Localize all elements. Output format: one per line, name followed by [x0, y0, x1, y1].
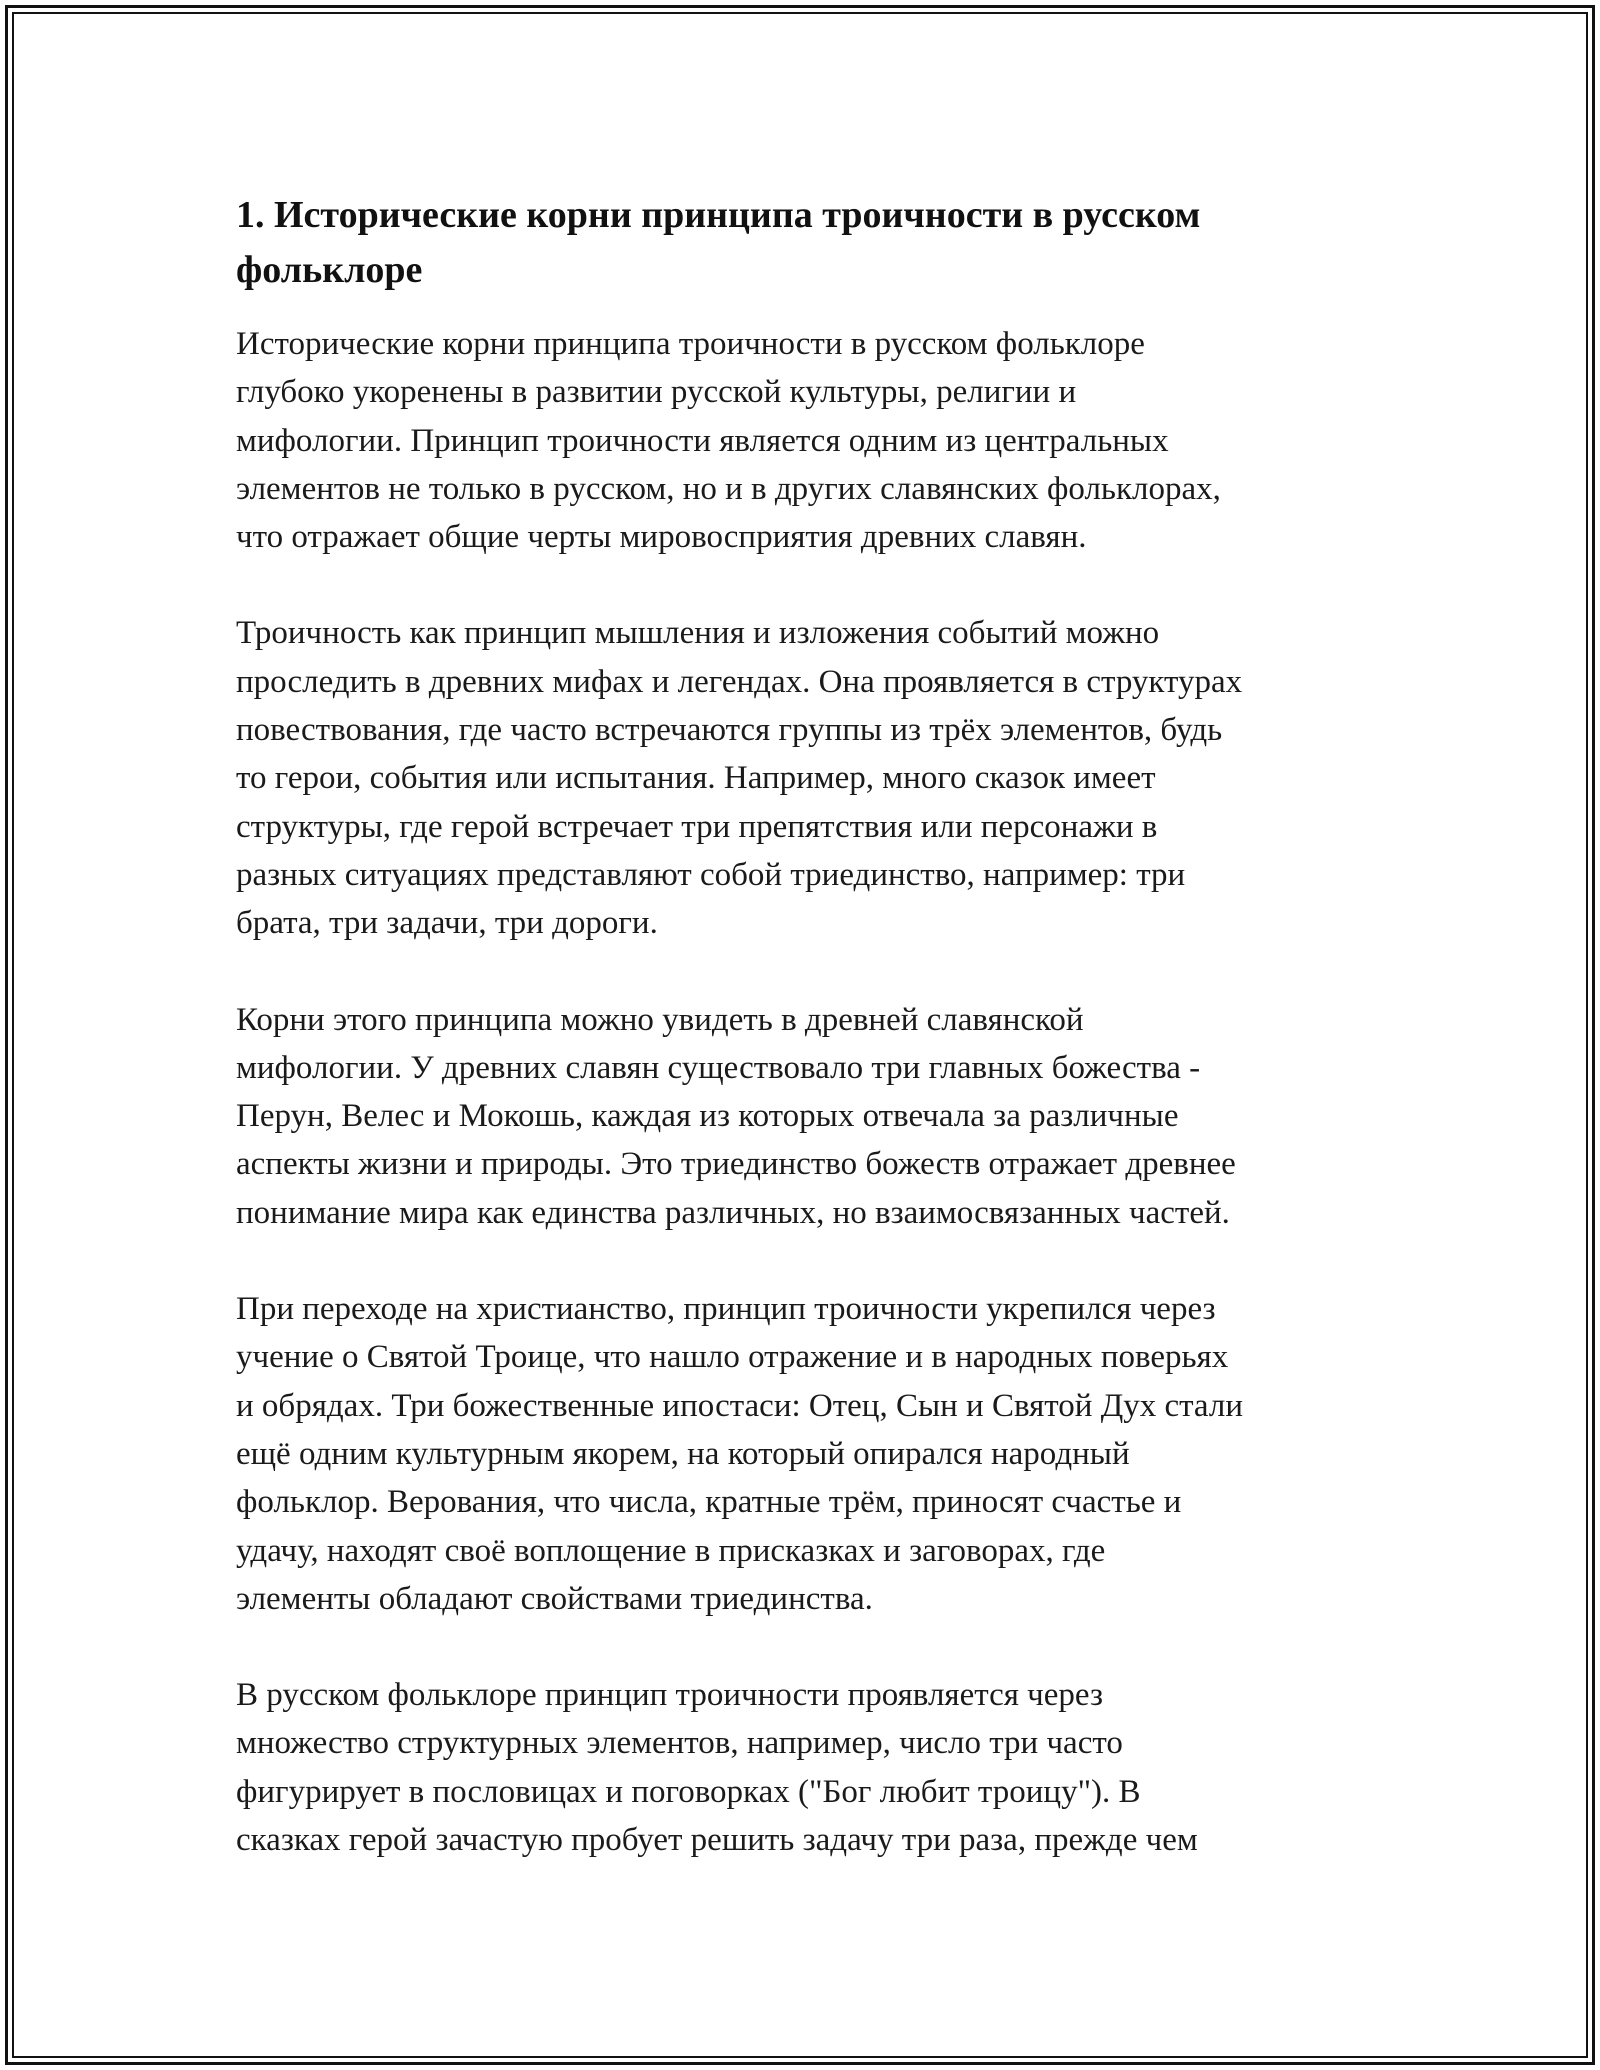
document-body — [236, 188, 1366, 1864]
paragraph-2: Троичность как принцип мышления и изложения событий можно проследить в древних мифах и легендах. Она проявляется в структурах повествования, где часто встречаются группы из трёх элементов, будь то герои, события или испытания. Например, много сказок имеет структуры, где герой встречает три препятствия или персонажи в разных ситуациях представляют собой триединство, например: три брата, три задачи, три дороги. — [236, 615, 1243, 942]
paragraph-5: В русском фольклоре принцип троичности проявляется через множество структурных элементов, например, число три часто фигурирует в пословицах и поговорках ("Бог любит троицу"). В сказках герой зачастую пробует решить задачу три раза, прежде чем — [236, 1677, 1198, 1859]
paragraph-1: Исторические корни принципа троичности в русском фольклоре глубоко укоренены в развитии русской культуры, религии и мифологии. Принцип троичности является одним из центральных элементов не только в русском, но и в других славянских фольклорах, что отражает общие черты мировосприятия древних славян. — [236, 326, 1221, 556]
section-heading: 1. Исторические корни принципа троичности в русском фольклоре — [236, 194, 1201, 291]
paragraph-3: Корни этого принципа можно увидеть в древней славянской мифологии. У древних славян существовало три главных божества - Перун, Велес и Мокошь, каждая из которых отвечала за различные аспекты жизни и природы. Это триединство божеств отражает древнее понимание мира как единства различных, но взаимосвязанных частей. — [236, 1001, 1236, 1231]
paragraph-4: При переходе на христианство, принцип троичности укрепился через учение о Святой Троице, что нашло отражение и в народных поверьях и обрядах. Три божественные ипостаси: Отец, Сын и Святой Дух стали ещё одним культурным якорем, на который опирался народный фольклор. Верования, что числа, кратные трём, приносят счастье и удачу, находят своё воплощение в присказках и заговорах, где элементы обладают свойствами триединства. — [236, 1291, 1243, 1617]
